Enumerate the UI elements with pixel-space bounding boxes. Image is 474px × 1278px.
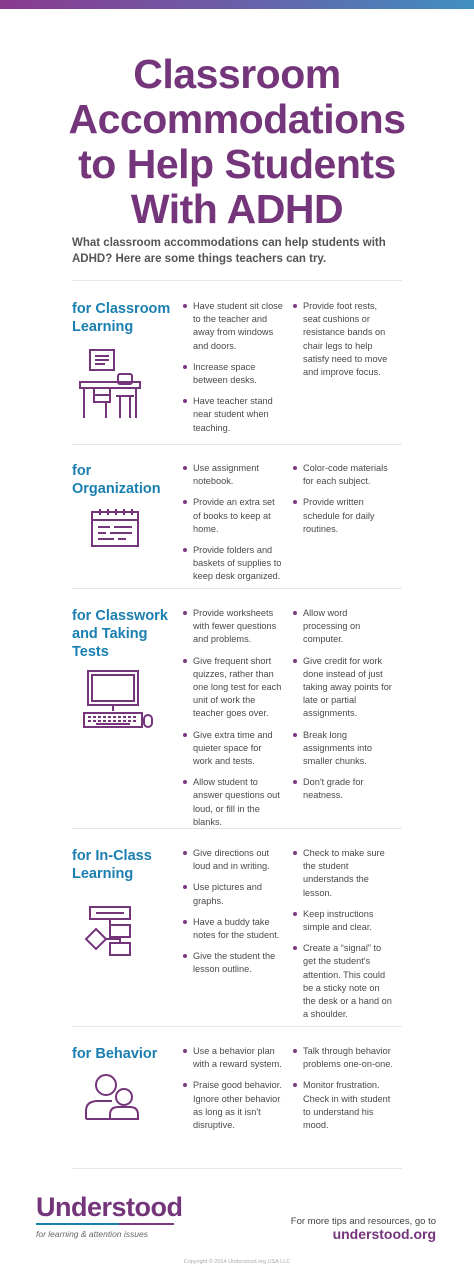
computer-icon <box>82 669 154 736</box>
section-title-line: for Behavior <box>72 1046 158 1062</box>
intro-text: What classroom accommodations can help students with ADHD? Here are some things teachers can try. <box>72 237 386 265</box>
accommodations-list <box>293 847 393 1029</box>
section-title-line: and Taking <box>72 626 148 642</box>
list-item: Give the student the lesson outline. <box>183 950 283 976</box>
copyright-text: Copyright © 2014 Understood.org USA LLC <box>183 1259 291 1265</box>
list-item: Keep instructions simple and clear. <box>293 908 393 934</box>
accommodations-list <box>183 847 283 985</box>
logo-underline <box>36 1223 174 1225</box>
list-item: Provide foot rests, seat cushions or resistance bands on chair legs to help satisfy need to move and improve focus. <box>293 300 393 379</box>
section-title-line: Organization <box>72 481 161 497</box>
page-title <box>0 52 474 232</box>
list-item: Have student sit close to the teacher and away from windows and doors. <box>183 300 283 353</box>
list-item: Talk through behavior problems one-on-one. <box>293 1045 393 1071</box>
section-divider <box>72 1026 402 1027</box>
list-item: Provide written schedule for daily routines. <box>293 496 393 536</box>
list-item: Give extra time and quieter space for work and tests. <box>183 729 283 769</box>
section-title <box>72 462 177 498</box>
title-line: Classroom <box>133 51 341 97</box>
section-title-line: for In-Class <box>72 848 152 864</box>
accommodations-list <box>293 607 393 811</box>
list-item: Praise good behavior. Ignore other behavior as long as it isn't disruptive. <box>183 1079 283 1132</box>
more-resources-text: For more tips and resources, go to <box>290 1216 436 1227</box>
list-item: Give credit for work done instead of just taking away points for late or partial assignments. <box>293 655 393 721</box>
section-title <box>72 300 177 336</box>
accommodations-list <box>183 1045 283 1140</box>
list-item: Provide worksheets with fewer questions and problems. <box>183 607 283 647</box>
section-divider <box>72 1168 402 1169</box>
accommodations-list <box>293 462 393 544</box>
section-divider <box>72 444 402 445</box>
section-divider <box>72 280 402 281</box>
list-item: Create a “signal” to get the student's attention. This could be a sticky note on the desk or a hand on a shoulder. <box>293 942 393 1021</box>
accommodations-list <box>293 1045 393 1140</box>
logo-tagline: for learning & attention issues <box>36 1229 148 1239</box>
list-item: Have a buddy take notes for the student. <box>183 916 283 942</box>
list-item: Don't grade for neatness. <box>293 776 393 802</box>
section-divider <box>72 828 402 829</box>
section-title <box>72 1045 177 1063</box>
people-icon <box>84 1073 144 1126</box>
section-divider <box>72 588 402 589</box>
list-item: Provide folders and baskets of supplies to keep desk organized. <box>183 544 283 584</box>
accommodations-list <box>183 607 283 837</box>
accommodations-list <box>183 462 283 592</box>
list-item: Increase space between desks. <box>183 361 283 387</box>
section-title-line: Learning <box>72 866 134 882</box>
understood-logo[interactable]: Understood <box>36 1192 183 1222</box>
accommodations-list <box>183 300 283 443</box>
list-item: Provide an extra set of books to keep at home. <box>183 496 283 536</box>
calendar-icon <box>90 508 140 553</box>
title-line: With ADHD <box>130 186 344 232</box>
list-item: Allow word processing on computer. <box>293 607 393 647</box>
list-item: Give directions out loud and in writing. <box>183 847 283 873</box>
flowchart-icon <box>84 905 144 962</box>
top-gradient-bar <box>0 0 474 9</box>
list-item: Break long assignments into smaller chunks. <box>293 729 393 769</box>
title-line: Accommodations <box>68 96 406 142</box>
list-item: Allow student to answer questions out loud, or fill in the blanks. <box>183 776 283 829</box>
list-item: Use pictures and graphs. <box>183 881 283 907</box>
section-title-line: for Classroom <box>72 301 171 317</box>
section-title-line: Learning <box>72 319 134 335</box>
title-line: to Help Students <box>78 141 396 187</box>
section-title-line: for <box>72 463 92 479</box>
section-title-line: for Classwork <box>72 608 168 624</box>
list-item: Give frequent short quizzes, rather than one long test for each unit of work the teacher goes over. <box>183 655 283 721</box>
section-title <box>72 607 177 661</box>
list-item: Have teacher stand near student when teaching. <box>183 395 283 435</box>
section-title-line: Tests <box>72 644 109 660</box>
list-item: Use assignment notebook. <box>183 462 283 488</box>
section-title <box>72 847 177 883</box>
list-item: Monitor frustration. Check in with student to understand his mood. <box>293 1079 393 1132</box>
list-item: Use a behavior plan with a reward system. <box>183 1045 283 1071</box>
list-item: Color-code materials for each subject. <box>293 462 393 488</box>
desk-icon <box>78 348 142 425</box>
accommodations-list <box>293 300 393 387</box>
list-item: Check to make sure the student understands the lesson. <box>293 847 393 900</box>
website-link[interactable]: understood.org <box>332 1226 436 1242</box>
